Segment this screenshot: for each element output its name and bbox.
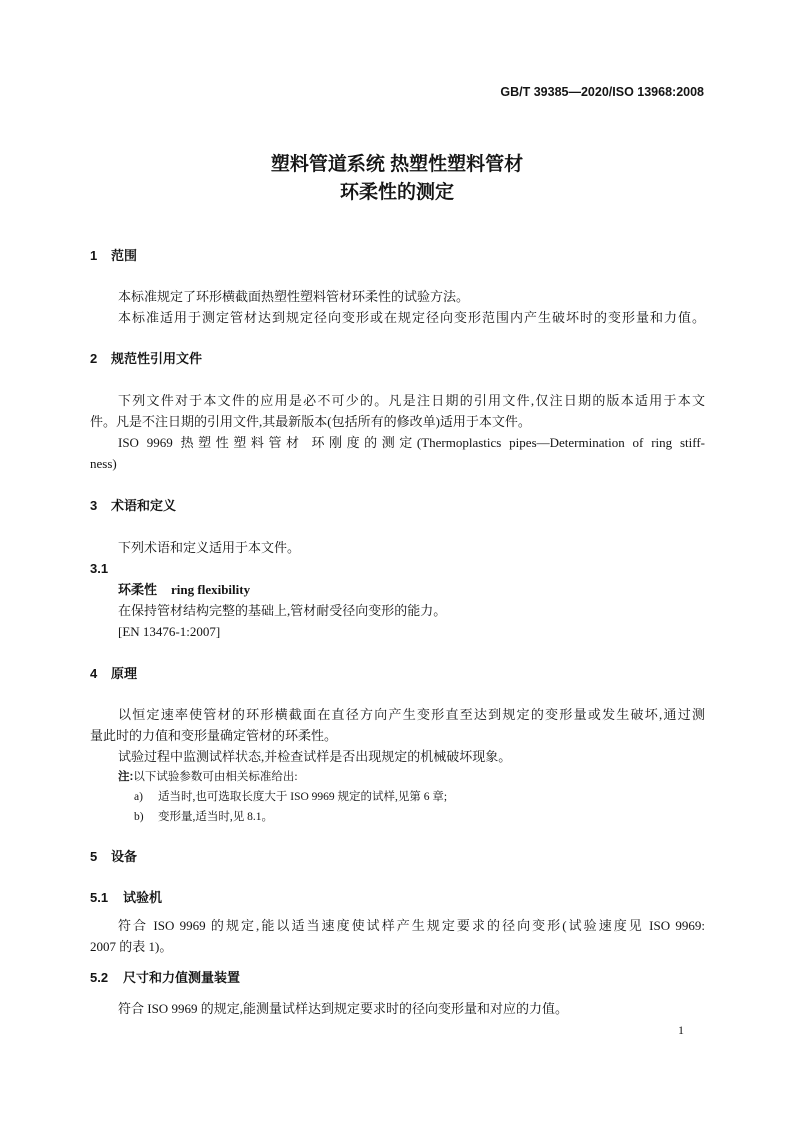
section-2-reference-line-2: ness): [90, 456, 117, 471]
subsection-5-1-number: 5.1: [90, 890, 109, 905]
term-name-zh: 环柔性: [118, 582, 158, 597]
section-4-note: [118, 769, 298, 785]
section-2-line-1: 下列文件对于本文件的应用是必不可少的。凡是注日期的引用文件,仅注日期的版本适用于本文: [118, 393, 705, 408]
section-1-paragraph-1: 本标准规定了环形横截面热塑性塑料管材环柔性的试验方法。: [118, 289, 470, 304]
document-title-line-2: 环柔性的测定: [339, 182, 454, 203]
section-4-line-2: 量此时的力值和变形量确定管材的环柔性。: [90, 728, 338, 743]
term-3-1-source: [EN 13476-1:2007]: [118, 624, 221, 639]
term-3-1-name: [118, 581, 250, 599]
standard-code-header: GB/T 39385—2020/ISO 13968:2008: [500, 85, 704, 99]
subsection-5-1-heading: 试验机: [123, 890, 163, 905]
page-number: 1: [678, 1023, 684, 1037]
section-2-number: 2: [90, 351, 98, 366]
note-text: 以下试验参数可由相关标准给出:: [133, 771, 298, 783]
section-1-paragraph-2: 本标准适用于测定管材达到规定径向变形或在规定径向变形范围内产生破坏时的变形量和力值。: [118, 310, 705, 325]
subsection-5-2-line-1: 符合 ISO 9969 的规定,能测量试样达到规定要求时的径向变形量和对应的力值。: [118, 1001, 568, 1016]
subsection-5-2-heading: 尺寸和力值测量装置: [123, 970, 241, 985]
section-1-heading: 范围: [111, 248, 138, 263]
section-3-heading: 术语和定义: [111, 498, 177, 513]
subsection-5-1-line-2: 2007 的表 1)。: [90, 939, 173, 954]
section-4-line-1: 以恒定速率使管材的环形横截面在直径方向产生变形直至达到规定的变形量或发生破坏,通过测: [118, 707, 705, 722]
section-2-reference-line-1: ISO 9969 热塑性塑料管材 环刚度的测定(Thermoplastics pipes—Determination of ring stiff-: [118, 435, 705, 450]
subsection-5-1-line-1: 符合 ISO 9969 的规定,能以适当速度使试样产生规定要求的径向变形(试验速度见 ISO 9969:: [118, 918, 705, 933]
term-3-1-number: 3.1: [90, 561, 109, 576]
section-3-intro: 下列术语和定义适用于本文件。: [118, 540, 301, 555]
section-5-heading: 设备: [111, 849, 138, 864]
section-4-number: 4: [90, 666, 98, 681]
subsection-5-2-number: 5.2: [90, 970, 109, 985]
section-2-heading: 规范性引用文件: [111, 351, 203, 366]
note-label: 注:: [118, 771, 134, 783]
term-3-1-definition: 在保持管材结构完整的基础上,管材耐受径向变形的能力。: [118, 603, 447, 618]
document-title-line-1: 塑料管道系统 热塑性塑料管材: [270, 154, 524, 175]
note-item-text-a: 适当时,也可选取长度大于 ISO 9969 规定的试样,见第 6 章;: [158, 791, 448, 803]
note-item-marker-a: a): [134, 791, 143, 803]
section-4-heading: 原理: [111, 666, 138, 681]
section-5-number: 5: [90, 849, 98, 864]
term-name-en: ring flexibility: [171, 582, 251, 597]
section-4-line-3: 试验过程中监测试样状态,并检查试样是否出现规定的机械破坏现象。: [118, 749, 512, 764]
section-2-line-2: 件。凡是不注日期的引用文件,其最新版本(包括所有的修改单)适用于本文件。: [90, 414, 531, 429]
note-item-marker-b: b): [134, 811, 144, 823]
note-item-text-b: 变形量,适当时,见 8.1。: [158, 811, 273, 823]
section-3-number: 3: [90, 498, 98, 513]
section-1-number: 1: [90, 248, 98, 263]
